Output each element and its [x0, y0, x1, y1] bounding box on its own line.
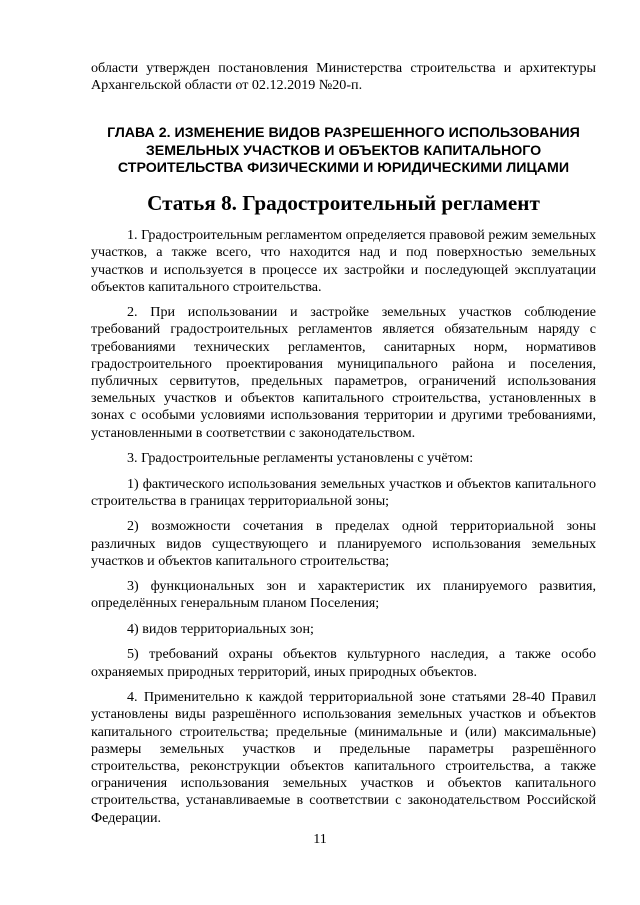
list-item-3: 3) функциональных зон и характеристик их планируемого развития, определённых генеральным планом Поселения;: [91, 578, 596, 612]
paragraph-1: 1. Градостроительным регламентом определяется правовой режим земельных участков, а также всего, что находится над и под поверхностью земельных участков и используется в процессе их застройки и последующей эксплуатации объектов капитального строительства.: [91, 227, 596, 295]
list-item-2: 2) возможности сочетания в пределах одной территориальной зоны различных видов существующего и планируемого использования земельных участков и объектов капитального строительства;: [91, 518, 596, 569]
list-item-4: 4) видов территориальных зон;: [127, 620, 314, 637]
page-content: [91, 60, 596, 835]
article-title: Статья 8. Градостроительный регламент: [147, 190, 540, 215]
paragraph-3: 3. Градостроительные регламенты установлены с учётом:: [127, 450, 474, 467]
paragraph-4: 4. Применительно к каждой территориальной зоне статьями 28-40 Правил установлены виды разрешённого использования земельных участков и объектов капитального строительства; предельные (минимальные и (или) максимальные) размеры земельных участков и предельные параметры разрешённого строительства, реконструкции объектов капитального строительства, а также ограничения использования земельных участков и объектов капитального строительства, устанавливаемые в соответствии с законодательством Российской Федерации.: [91, 689, 596, 826]
intro-paragraph: области утвержден постановления Министерства строительства и архитектуры Архангельской области от 02.12.2019 №20-п.: [91, 60, 596, 94]
paragraph-2: 2. При использовании и застройке земельных участков соблюдение требований градостроительных регламентов является обязательным наряду с требованиями технических регламентов, санитарных норм, нормативов градостроительного проектирования муниципального района и поселения, публичных сервитутов, предельных параметров, ограничений использования земельных участков и объектов капитального строительства, установленных в зонах с особыми условиями использования территории и другими требованиями, установленными в соответствии с законодательством.: [91, 304, 596, 441]
page-number: 11: [313, 831, 327, 847]
list-item-5: 5) требований охраны объектов культурного наследия, а также особо охраняемых природных территорий, иных природных объектов.: [91, 646, 596, 680]
chapter-title: ГЛАВА 2. ИЗМЕНЕНИЕ ВИДОВ РАЗРЕШЕННОГО ИСПОЛЬЗОВАНИЯ ЗЕМЕЛЬНЫХ УЧАСТКОВ И ОБЪЕКТОВ КАПИТАЛЬНОГО СТРОИТЕЛЬСТВА ФИЗИЧЕСКИМИ И ЮРИДИЧЕСКИМИ ЛИЦАМИ: [107, 125, 580, 177]
list-item-1: 1) фактического использования земельных участков и объектов капитального строительства в границах территориальной зоны;: [91, 475, 596, 509]
